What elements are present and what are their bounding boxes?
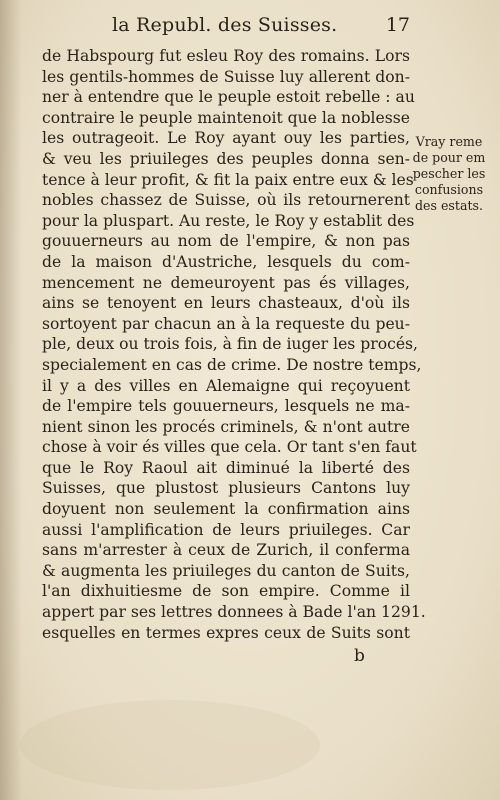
text-line: appert par ses lettres donnees à Bade l'an 1291. [42, 603, 426, 622]
text-line: nobles chassez de Suisse, où ils retournerent [42, 191, 410, 210]
text-line: l'an dixhuitiesme de son empire. Comme il [42, 582, 410, 601]
page-number: 17 [385, 14, 410, 36]
text-line: sortoyent par chacun an à la requeste du peu- [42, 314, 410, 333]
text-line: ner à entendre que le peuple estoit rebelle : au [42, 88, 415, 107]
text-line: & veu les priuileges des peuples donna sen- [42, 149, 410, 168]
marginal-note-line: confusions [414, 182, 484, 197]
text-line: mencement ne demeuroyent pas és villages, [42, 273, 410, 292]
text-line: specialement en cas de crime. De nostre temps, [42, 355, 422, 374]
text-line: de Habspourg fut esleu Roy des romains. Lors [42, 47, 410, 65]
marginal-note-line: de pour em [412, 150, 486, 165]
text-line: ple, deux ou trois fois, à fin de iuger les procés, [42, 335, 419, 354]
text-line: esquelles en termes expres ceux de Suits sont [42, 623, 410, 642]
text-line: que le Roy Raoul ait diminué la liberté des [42, 458, 410, 477]
text-line: chose à voir és villes que cela. Or tant s'en faut [42, 438, 417, 457]
text-line: tence à leur profit, & fit la paix entre eux & les [42, 170, 414, 189]
running-title: la Republ. des Suisses. [112, 14, 338, 36]
text-line: contraire le peuple maintenoit que la noblesse [42, 108, 410, 127]
text-line: de la maison d'Austriche, lesquels du com- [42, 252, 410, 271]
marginal-note-line: des estats. [415, 198, 483, 213]
page-gutter-shadow [0, 0, 22, 800]
text-line: & augmenta les priuileges du canton de Suits, [42, 561, 410, 580]
text-line: Suisses, que plustost plusieurs Cantons luy [42, 479, 410, 498]
signature-mark: b [354, 646, 365, 666]
marginal-note [410, 134, 488, 214]
text-line: ains se tenoyent en leurs chasteaux, d'où ils [42, 294, 410, 313]
text-line: pour la pluspart. Au reste, le Roy y establit des [42, 211, 415, 230]
marginal-note-line: Vray reme [415, 134, 483, 149]
marginal-note-line: pescher les [412, 166, 486, 181]
text-line: de l'empire tels gouuerneurs, lesquels ne ma- [42, 397, 410, 416]
text-line: doyuent non seulement la confirmation ains [42, 500, 410, 519]
text-line: aussi l'amplification de leurs priuileges. Car [42, 520, 410, 539]
text-line: gouuerneurs au nom de l'empire, & non pas [42, 232, 410, 251]
text-line: les gentils-hommes de Suisse luy allerent don- [42, 67, 410, 86]
text-line: nient sinon les procés criminels, & n'ont autre [42, 417, 410, 436]
body-text [42, 46, 426, 643]
paper-stain [20, 700, 320, 790]
text-line: il y a des villes en Alemaigne qui reçoyuent [42, 376, 410, 395]
page-header [42, 14, 410, 40]
text-line: les outrageoit. Le Roy ayant ouy les parties, [42, 129, 410, 148]
text-line: sans m'arrester à ceux de Zurich, il conferma [42, 541, 410, 560]
